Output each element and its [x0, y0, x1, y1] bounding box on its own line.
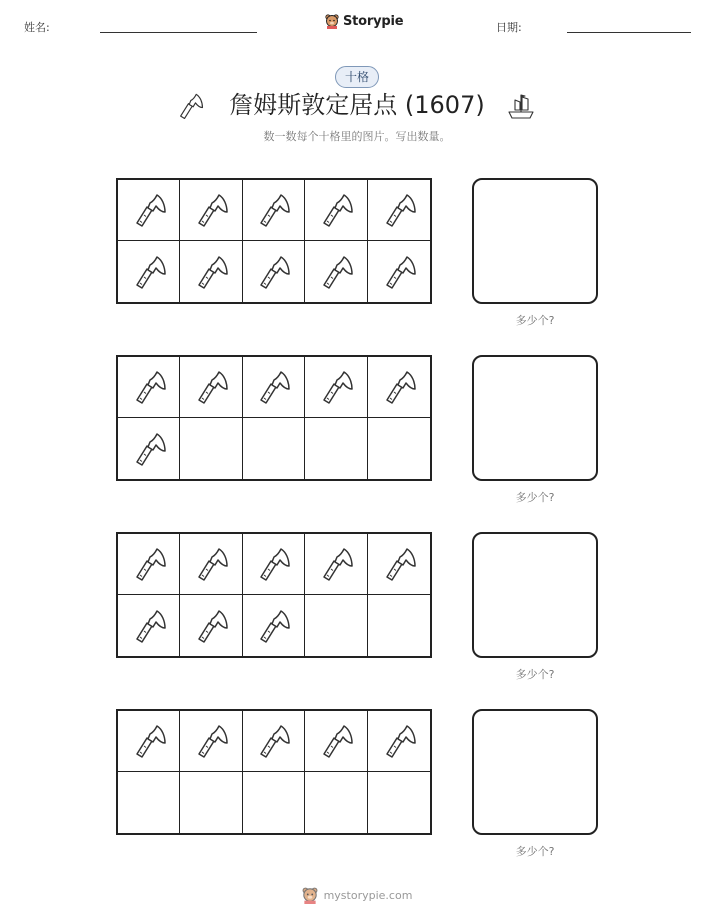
ten-frame-cell — [305, 418, 367, 479]
ten-frame-cell — [243, 418, 305, 479]
ten-frame-cell — [118, 357, 180, 418]
ten-frame-cell — [118, 418, 180, 479]
ten-frame-cell — [118, 180, 180, 241]
ten-frame-cell — [243, 595, 305, 656]
ten-frame-cell — [118, 595, 180, 656]
date-label: 日期: — [496, 21, 522, 34]
axe-icon — [255, 190, 291, 230]
ten-frame — [116, 355, 432, 481]
ten-frame-cell — [180, 357, 242, 418]
tenframe-badge: 十格 — [335, 66, 379, 88]
ten-frame — [116, 178, 432, 304]
ten-frame-cell — [118, 772, 180, 833]
ten-frame-cell — [243, 241, 305, 302]
axe-icon — [131, 721, 167, 761]
answer-box[interactable] — [472, 178, 598, 304]
axe-icon — [131, 190, 167, 230]
ten-frame-cell — [305, 241, 367, 302]
footer-url: mystorypie.com — [323, 888, 413, 902]
ten-frame-cell — [243, 180, 305, 241]
axe-icon — [131, 429, 167, 469]
ten-frame-cell — [368, 595, 430, 656]
axe-icon — [318, 721, 354, 761]
axe-icon — [318, 544, 354, 584]
axe-icon — [381, 367, 417, 407]
ten-frame-cell — [305, 595, 367, 656]
ten-frame-cell — [368, 180, 430, 241]
axe-icon — [255, 367, 291, 407]
ten-frame-cell — [118, 241, 180, 302]
ten-frame-cell — [243, 534, 305, 595]
ten-frame-cell — [368, 772, 430, 833]
ten-frame-cell — [118, 711, 180, 772]
ten-frame-cell — [243, 357, 305, 418]
axe-icon — [255, 721, 291, 761]
ten-frame-cell — [368, 711, 430, 772]
axe-icon — [131, 367, 167, 407]
axe-icon — [131, 544, 167, 584]
how-many-label: 多少个? — [515, 314, 555, 327]
ten-frame — [116, 709, 432, 835]
ten-frame-cell — [368, 241, 430, 302]
brand-name: Storypie — [343, 13, 404, 29]
ten-frame-cell — [180, 595, 242, 656]
axe-icon — [131, 606, 167, 646]
axe-icon — [318, 252, 354, 292]
brand-logo — [325, 13, 403, 29]
ten-frame — [116, 532, 432, 658]
bear-logo-icon — [325, 13, 339, 29]
ten-frame-cell — [180, 418, 242, 479]
date-field[interactable] — [567, 32, 691, 33]
axe-icon — [381, 544, 417, 584]
answer-box[interactable] — [472, 709, 598, 835]
axe-icon — [255, 252, 291, 292]
ten-frame-cell — [368, 357, 430, 418]
axe-icon — [193, 367, 229, 407]
axe-icon — [318, 367, 354, 407]
ten-frame-cell — [305, 534, 367, 595]
axe-icon — [193, 721, 229, 761]
ten-frame-cell — [180, 772, 242, 833]
how-many-label: 多少个? — [515, 668, 555, 681]
footer — [0, 886, 714, 904]
ten-frame-cell — [305, 711, 367, 772]
ten-frame-cell — [243, 711, 305, 772]
ten-frame-cell — [368, 534, 430, 595]
ten-frame-cell — [305, 357, 367, 418]
page-title: 詹姆斯敦定居点 (1607) — [229, 91, 485, 119]
name-label: 姓名: — [24, 21, 50, 34]
bear-logo-icon — [302, 886, 318, 904]
instructions: 数一数每个十格里的图片。写出数量。 — [263, 130, 451, 143]
ten-frame-cell — [180, 241, 242, 302]
answer-box[interactable] — [472, 355, 598, 481]
ten-frame-cell — [118, 534, 180, 595]
axe-icon — [193, 190, 229, 230]
name-field[interactable] — [100, 32, 257, 33]
ten-frame-cell — [305, 772, 367, 833]
how-many-label: 多少个? — [515, 491, 555, 504]
axe-icon — [381, 252, 417, 292]
axe-icon — [193, 252, 229, 292]
axe-icon — [255, 606, 291, 646]
ten-frame-cell — [180, 711, 242, 772]
answer-box[interactable] — [472, 532, 598, 658]
axe-icon — [381, 190, 417, 230]
ten-frame-cell — [180, 180, 242, 241]
ten-frame-cell — [368, 418, 430, 479]
ten-frame-cell — [180, 534, 242, 595]
axe-icon — [193, 544, 229, 584]
ten-frame-cell — [243, 772, 305, 833]
axe-icon — [255, 544, 291, 584]
ship-icon — [506, 92, 536, 122]
axe-icon — [318, 190, 354, 230]
axe-icon — [381, 721, 417, 761]
ten-frame-cell — [305, 180, 367, 241]
axe-icon — [131, 252, 167, 292]
how-many-label: 多少个? — [515, 845, 555, 858]
axe-icon — [193, 606, 229, 646]
